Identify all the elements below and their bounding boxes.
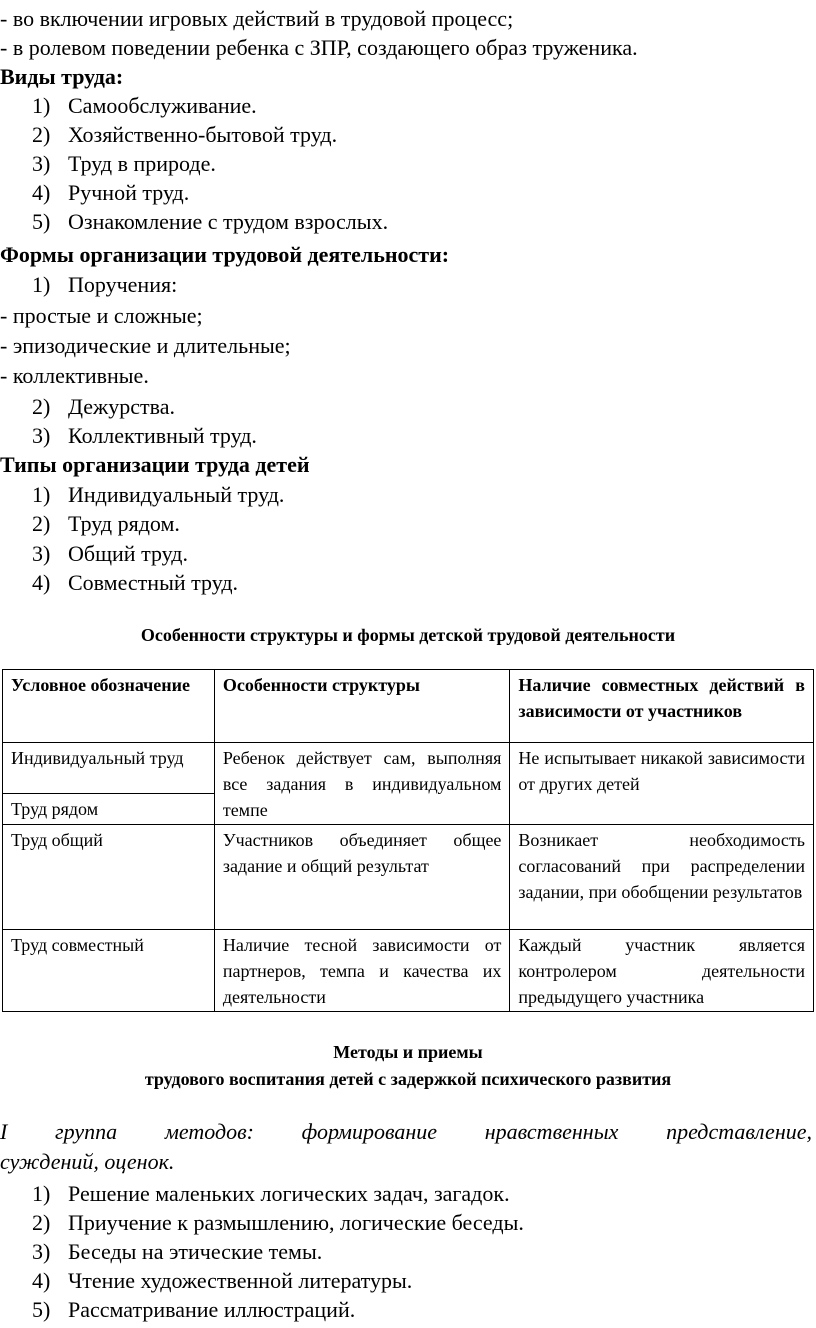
forms-dash-line: - эпизодические и длительные;	[0, 333, 291, 358]
table-header-cell: Наличие совместных действий в зависимости от участников	[510, 670, 814, 743]
methods-item-num: 1)	[32, 1181, 51, 1206]
org-types-item-text: Общий труд.	[68, 541, 188, 566]
forms-item-num: 1)	[32, 272, 51, 297]
table-cell-joint: Возникает необходимость согласований при распределении задании, при обобщении результатов	[510, 825, 814, 930]
types-item-num: 2)	[32, 122, 51, 147]
method-group-line-1: I группа методов: формирование нравственных представление,	[0, 1119, 812, 1144]
types-item-text: Ручной труд.	[68, 180, 190, 205]
table-row	[3, 825, 814, 930]
table-header-row	[3, 670, 814, 743]
forms-item-text: Коллективный труд.	[68, 423, 257, 448]
forms-dash-line: - коллективные.	[0, 363, 149, 388]
table-header-cell: Особенности структуры	[214, 670, 510, 743]
table-cell-name: Индивидуальный труд	[3, 743, 215, 794]
types-item-text: Хозяйственно-бытовой труд.	[68, 122, 338, 147]
methods-title-line-2: трудового воспитания детей с задержкой психического развития	[144, 1069, 672, 1089]
types-item-num: 1)	[32, 93, 51, 118]
methods-item-num: 5)	[32, 1297, 51, 1322]
org-types-item-num: 4)	[32, 570, 51, 595]
table-row	[3, 930, 814, 1012]
forms-dash-line: - простые и сложные;	[0, 303, 203, 328]
table-cell-structure: Участников объединяет общее задание и общий результат	[214, 825, 510, 930]
table-cell-name: Труд рядом	[3, 794, 215, 825]
methods-item-text: Чтение художественной литературы.	[68, 1268, 413, 1293]
method-group-heading	[0, 1117, 812, 1177]
org-types-item-num: 3)	[32, 541, 51, 566]
types-item-text: Ознакомление с трудом взрослых.	[68, 209, 389, 234]
types-heading: Виды труда:	[0, 64, 124, 89]
types-item-num: 3)	[32, 151, 51, 176]
methods-title-line-1: Методы и приемы	[333, 1042, 483, 1062]
table-cell-joint: Не испытывает никакой зависимости от других детей	[510, 743, 814, 825]
types-item-num: 4)	[32, 180, 51, 205]
table-title: Особенности структуры и формы детской трудовой деятельности	[140, 625, 676, 645]
table-cell-name: Труд общий	[3, 825, 215, 930]
forms-item-text: Поручения:	[68, 272, 178, 297]
table-cell-joint: Каждый участник является контролером деятельности предыдущего участника	[510, 930, 814, 1012]
forms-item-num: 3)	[32, 423, 51, 448]
table-row	[3, 743, 814, 794]
table-cell-name: Труд совместный	[3, 930, 215, 1012]
types-item-num: 5)	[32, 209, 51, 234]
intro-line-1: - во включении игровых действий в трудовой процесс;	[0, 6, 514, 31]
org-types-item-text: Индивидуальный труд.	[68, 482, 285, 507]
table-cell-structure: Ребенок действует сам, выполняя все задания в индивидуальном темпе	[214, 743, 510, 825]
forms-heading: Формы организации трудовой деятельности:	[0, 242, 450, 267]
forms-item-num: 2)	[32, 394, 51, 419]
methods-item-num: 4)	[32, 1268, 51, 1293]
table-cell-structure: Наличие тесной зависимости от партнеров, темпа и качества их деятельности	[214, 930, 510, 1012]
methods-item-text: Рассматривание иллюстраций.	[68, 1297, 356, 1322]
method-group-line-2: суждений, оценок.	[0, 1149, 175, 1174]
types-item-text: Труд в природе.	[68, 151, 216, 176]
labor-table	[2, 669, 814, 1012]
methods-item-text: Приучение к размышлению, логические беседы.	[68, 1210, 524, 1235]
methods-item-num: 3)	[32, 1239, 51, 1264]
org-types-heading: Типы организации труда детей	[0, 452, 310, 477]
forms-item-text: Дежурства.	[68, 394, 175, 419]
methods-item-num: 2)	[32, 1210, 51, 1235]
org-types-item-text: Совместный труд.	[68, 570, 239, 595]
table-header-cell: Условное обозначение	[3, 670, 215, 743]
types-item-text: Самообслуживание.	[68, 93, 257, 118]
org-types-item-num: 2)	[32, 511, 51, 536]
org-types-item-num: 1)	[32, 482, 51, 507]
methods-item-text: Беседы на этические темы.	[68, 1239, 323, 1264]
org-types-item-text: Труд рядом.	[68, 511, 180, 536]
methods-item-text: Решение маленьких логических задач, загадок.	[68, 1181, 510, 1206]
intro-line-2: - в ролевом поведении ребенка с ЗПР, создающего образ труженика.	[0, 35, 638, 60]
